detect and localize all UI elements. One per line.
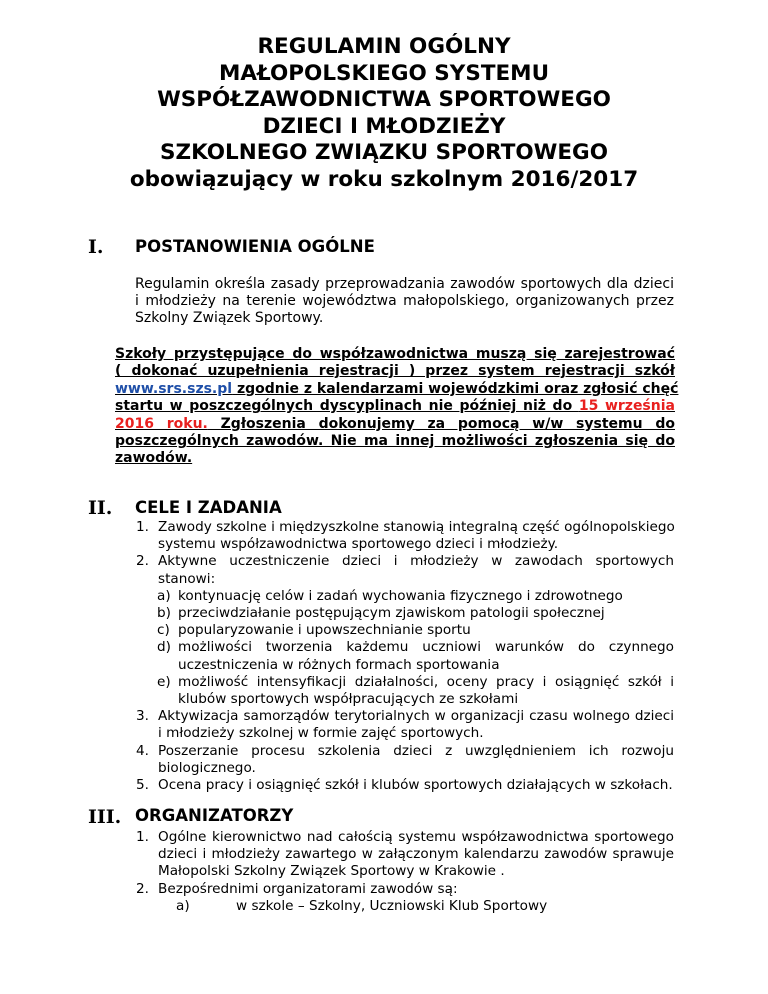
list-subitem <box>136 639 674 673</box>
list-subitem <box>136 605 674 622</box>
list-item-line: uczestniczenia w różnych formach sportowania <box>178 656 500 673</box>
list-item-line: Aktywizacja samorządów terytorialnych w organizacji czasu wolnego dzieci <box>158 708 674 725</box>
paragraph-line: Szkolny Związek Sportowy. <box>135 310 324 327</box>
list-item <box>136 829 674 881</box>
list-marker: a) <box>157 587 171 604</box>
list-item-line: przeciwdziałanie postępującym zjawiskom patologii społecznej <box>178 605 605 622</box>
list-marker: 5. <box>136 777 149 794</box>
list-item-line: i młodzieży szkolnej w formie zajęć sportowych. <box>158 725 484 742</box>
notice-text: zgodnie z kalendarzami wojewódzkimi oraz zgłosić chęć <box>232 380 679 397</box>
list-item-line: biologicznego. <box>158 759 256 776</box>
list-item <box>136 708 674 742</box>
list-item-line: kontynuację celów i zadań wychowania fizycznego i zdrowotnego <box>178 587 623 604</box>
list-item-line: w szkole – Szkolny, Uczniowski Klub Sportowy <box>236 897 548 914</box>
list-marker: 2. <box>136 553 149 570</box>
title-line: SZKOLNEGO ZWIĄZKU SPORTOWEGO <box>160 140 608 165</box>
paragraph-line: Regulamin określa zasady przeprowadzania zawodów sportowych dla dzieci <box>135 276 674 292</box>
deadline-date: 15 września <box>578 398 675 415</box>
title-line: WSPÓŁZAWODNICTWA SPORTOWEGO <box>157 87 611 112</box>
list-item <box>136 777 674 794</box>
notice-text: startu w poszczególnych dyscyplinach nie później niż do <box>115 398 579 415</box>
list-item-line: Poszerzanie procesu szkolenia dzieci z uwzględnieniem ich rozwoju <box>158 742 674 759</box>
notice-line <box>115 416 675 433</box>
section-title: POSTANOWIENIA OGÓLNE <box>135 237 375 256</box>
list-item-line: możliwości tworzenia każdemu uczniowi warunków do czynnego <box>178 639 674 656</box>
organizers-list <box>136 829 674 915</box>
notice-line: Szkoły przystępujące do współzawodnictwa muszą się zarejestrować <box>115 346 675 362</box>
list-marker: b) <box>157 605 171 622</box>
list-item-line: Zawody szkolne i międzyszkolne stanowią integralną część ogólnopolskiego <box>158 519 675 535</box>
list-subitem <box>136 622 674 639</box>
list-item-line: Ogólne kierownictwo nad całością systemu współzawodnictwa sportowego <box>158 829 674 845</box>
list-item-line: popularyzowanie i upowszechnianie sportu <box>178 622 471 639</box>
list-marker: d) <box>157 639 171 656</box>
list-item-line: możliwość intensyfikacji działalności, oceny pracy i osiągnięć szkół i <box>178 673 674 690</box>
section-number: III. <box>88 806 122 828</box>
section-number: II. <box>88 497 113 519</box>
list-subitem <box>136 588 674 605</box>
list-subitem <box>136 674 674 708</box>
list-item-line: Aktywne uczestniczenie dzieci i młodzieży w zawodach sportowych <box>158 553 674 570</box>
section-number: I. <box>88 236 104 258</box>
registration-notice <box>115 346 679 468</box>
list-item-line: Małopolski Szkolny Związek Sportowy w Krakowie . <box>158 863 505 880</box>
list-marker: a) <box>176 897 190 914</box>
registration-site-link[interactable]: www.srs.szs.pl <box>115 380 233 397</box>
list-item <box>136 519 674 553</box>
goals-list <box>136 519 674 794</box>
section-title: ORGANIZATORZY <box>135 806 294 825</box>
list-marker: 1. <box>136 829 149 845</box>
title-line: DZIECI I MŁODZIEŻY <box>262 113 506 139</box>
notice-text: Zgłoszenia dokonujemy za pomocą w/w systemu do <box>207 415 675 432</box>
notice-line: ( dokonać uzupełnienia rejestracji ) przez system rejestracji szkół <box>115 363 675 380</box>
list-item-line: Bezpośrednimi organizatorami zawodów są: <box>158 880 458 897</box>
list-item <box>136 553 674 587</box>
title-line: REGULAMIN OGÓLNY <box>257 34 511 59</box>
section-1-intro <box>135 276 674 328</box>
notice-line: zawodów. <box>115 450 193 467</box>
list-item <box>136 743 674 777</box>
title-line: obowiązujący w roku szkolnym 2016/2017 <box>129 166 639 192</box>
list-item-line: systemu współzawodnictwa sportowego dzieci i młodzieży. <box>158 536 559 553</box>
document-title <box>80 34 688 193</box>
list-item-line: dzieci i młodzieży zawartego w załączonym kalendarzu zawodów sprawuje <box>158 846 674 863</box>
list-item <box>136 881 674 898</box>
title-line: MAŁOPOLSKIEGO SYSTEMU <box>218 60 550 86</box>
list-item-line: Ocena pracy i osiągnięć szkół i klubów sportowych działających w szkołach. <box>158 777 673 794</box>
list-marker: 4. <box>136 742 149 759</box>
deadline-year: 2016 roku. <box>115 415 208 432</box>
list-marker: c) <box>157 622 170 639</box>
notice-line: poszczególnych zawodów. Nie ma innej możliwości zgłoszenia się do <box>115 433 675 450</box>
notice-line <box>115 398 675 415</box>
notice-line <box>115 380 679 398</box>
paragraph-line: i młodzieży na terenie województwa małopolskiego, organizowanych przez <box>135 293 674 310</box>
list-marker: 1. <box>136 519 149 535</box>
list-subitem <box>136 898 674 915</box>
list-marker: 2. <box>136 880 149 897</box>
list-marker: e) <box>157 673 171 690</box>
list-item-line: klubów sportowych współpracujących ze szkołami <box>178 691 519 708</box>
section-title: CELE I ZADANIA <box>135 498 282 517</box>
list-item-line: stanowi: <box>158 570 216 587</box>
list-marker: 3. <box>136 708 149 725</box>
